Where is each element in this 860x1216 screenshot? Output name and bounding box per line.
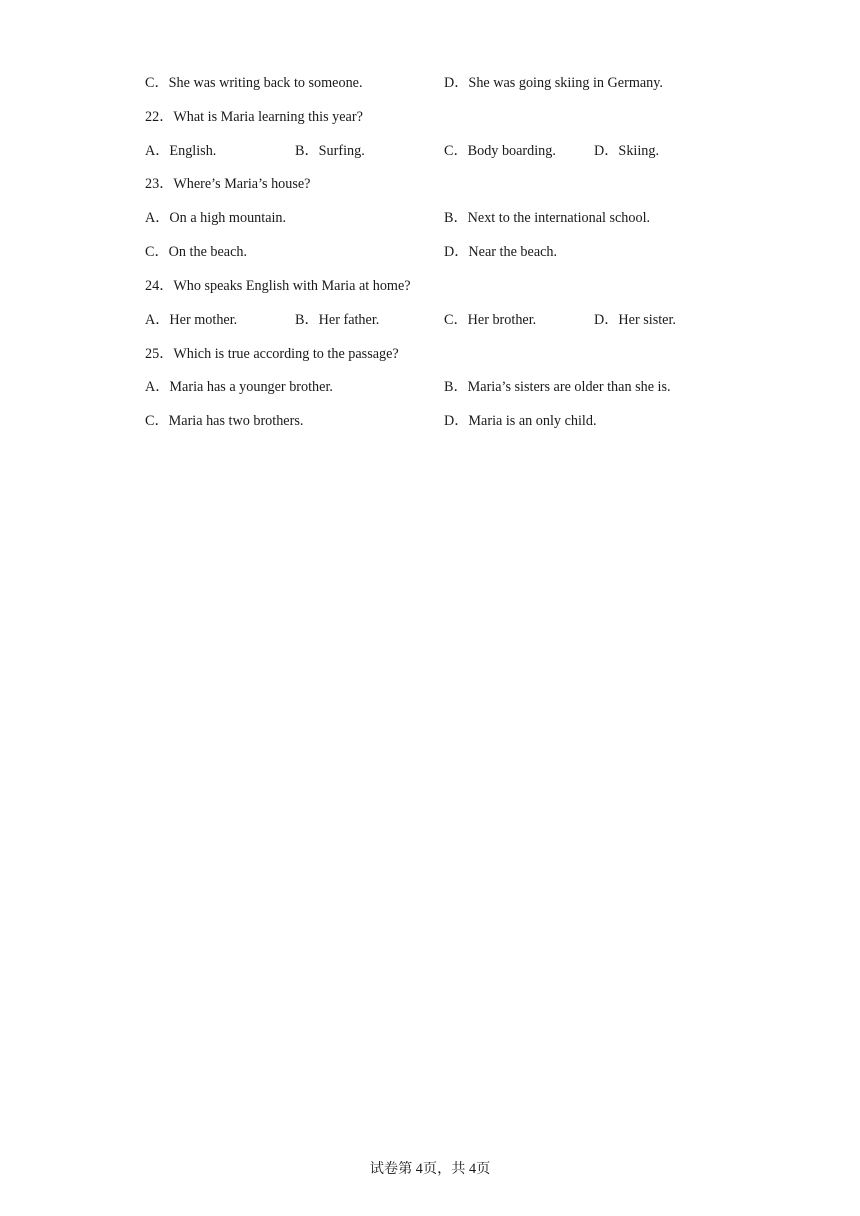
q24-option-c: C．Her brother.	[444, 312, 537, 328]
q21-options-row-2	[145, 72, 745, 94]
q24-option-b: B．Her father.	[295, 312, 380, 328]
q22-option-d: D．Skiing.	[594, 143, 660, 159]
q22-option-c: C．Body boarding.	[444, 143, 556, 159]
q25-option-d: D．Maria is an only child.	[444, 413, 597, 429]
q24-options-row	[145, 309, 745, 331]
q23-option-b: B．Next to the international school.	[444, 210, 651, 226]
q22-stem: 22．What is Maria learning this year?	[145, 109, 363, 125]
page-footer: 试卷第 4页，共 4页	[369, 1161, 491, 1177]
q25-option-c: C．Maria has two brothers.	[145, 413, 304, 429]
q22-option-b: B．Surfing.	[295, 143, 365, 159]
q24-stem: 24．Who speaks English with Maria at home?	[145, 278, 411, 294]
q22-option-a: A．English.	[145, 143, 217, 159]
q24-option-a: A．Her mother.	[145, 312, 238, 328]
q24-option-d: D．Her sister.	[594, 312, 676, 328]
q23-options-row-2	[145, 241, 745, 263]
q23-option-d: D．Near the beach.	[444, 244, 558, 260]
q21-option-d: D．She was going skiing in Germany.	[444, 75, 663, 91]
q21-option-c: C．She was writing back to someone.	[145, 75, 363, 91]
q25-option-a: A．Maria has a younger brother.	[145, 379, 333, 395]
q25-stem: 25．Which is true according to the passage?	[145, 346, 399, 362]
q25-option-b: B．Maria’s sisters are older than she is.	[444, 379, 671, 395]
q25-options-row-2	[145, 410, 745, 432]
q23-option-a: A．On a high mountain.	[145, 210, 287, 226]
q23-option-c: C．On the beach.	[145, 244, 248, 260]
q25-options-row-1	[145, 376, 745, 398]
q22-options-row	[145, 140, 745, 162]
q23-options-row-1	[145, 207, 745, 229]
q23-stem: 23．Where’s Maria’s house?	[145, 176, 311, 192]
